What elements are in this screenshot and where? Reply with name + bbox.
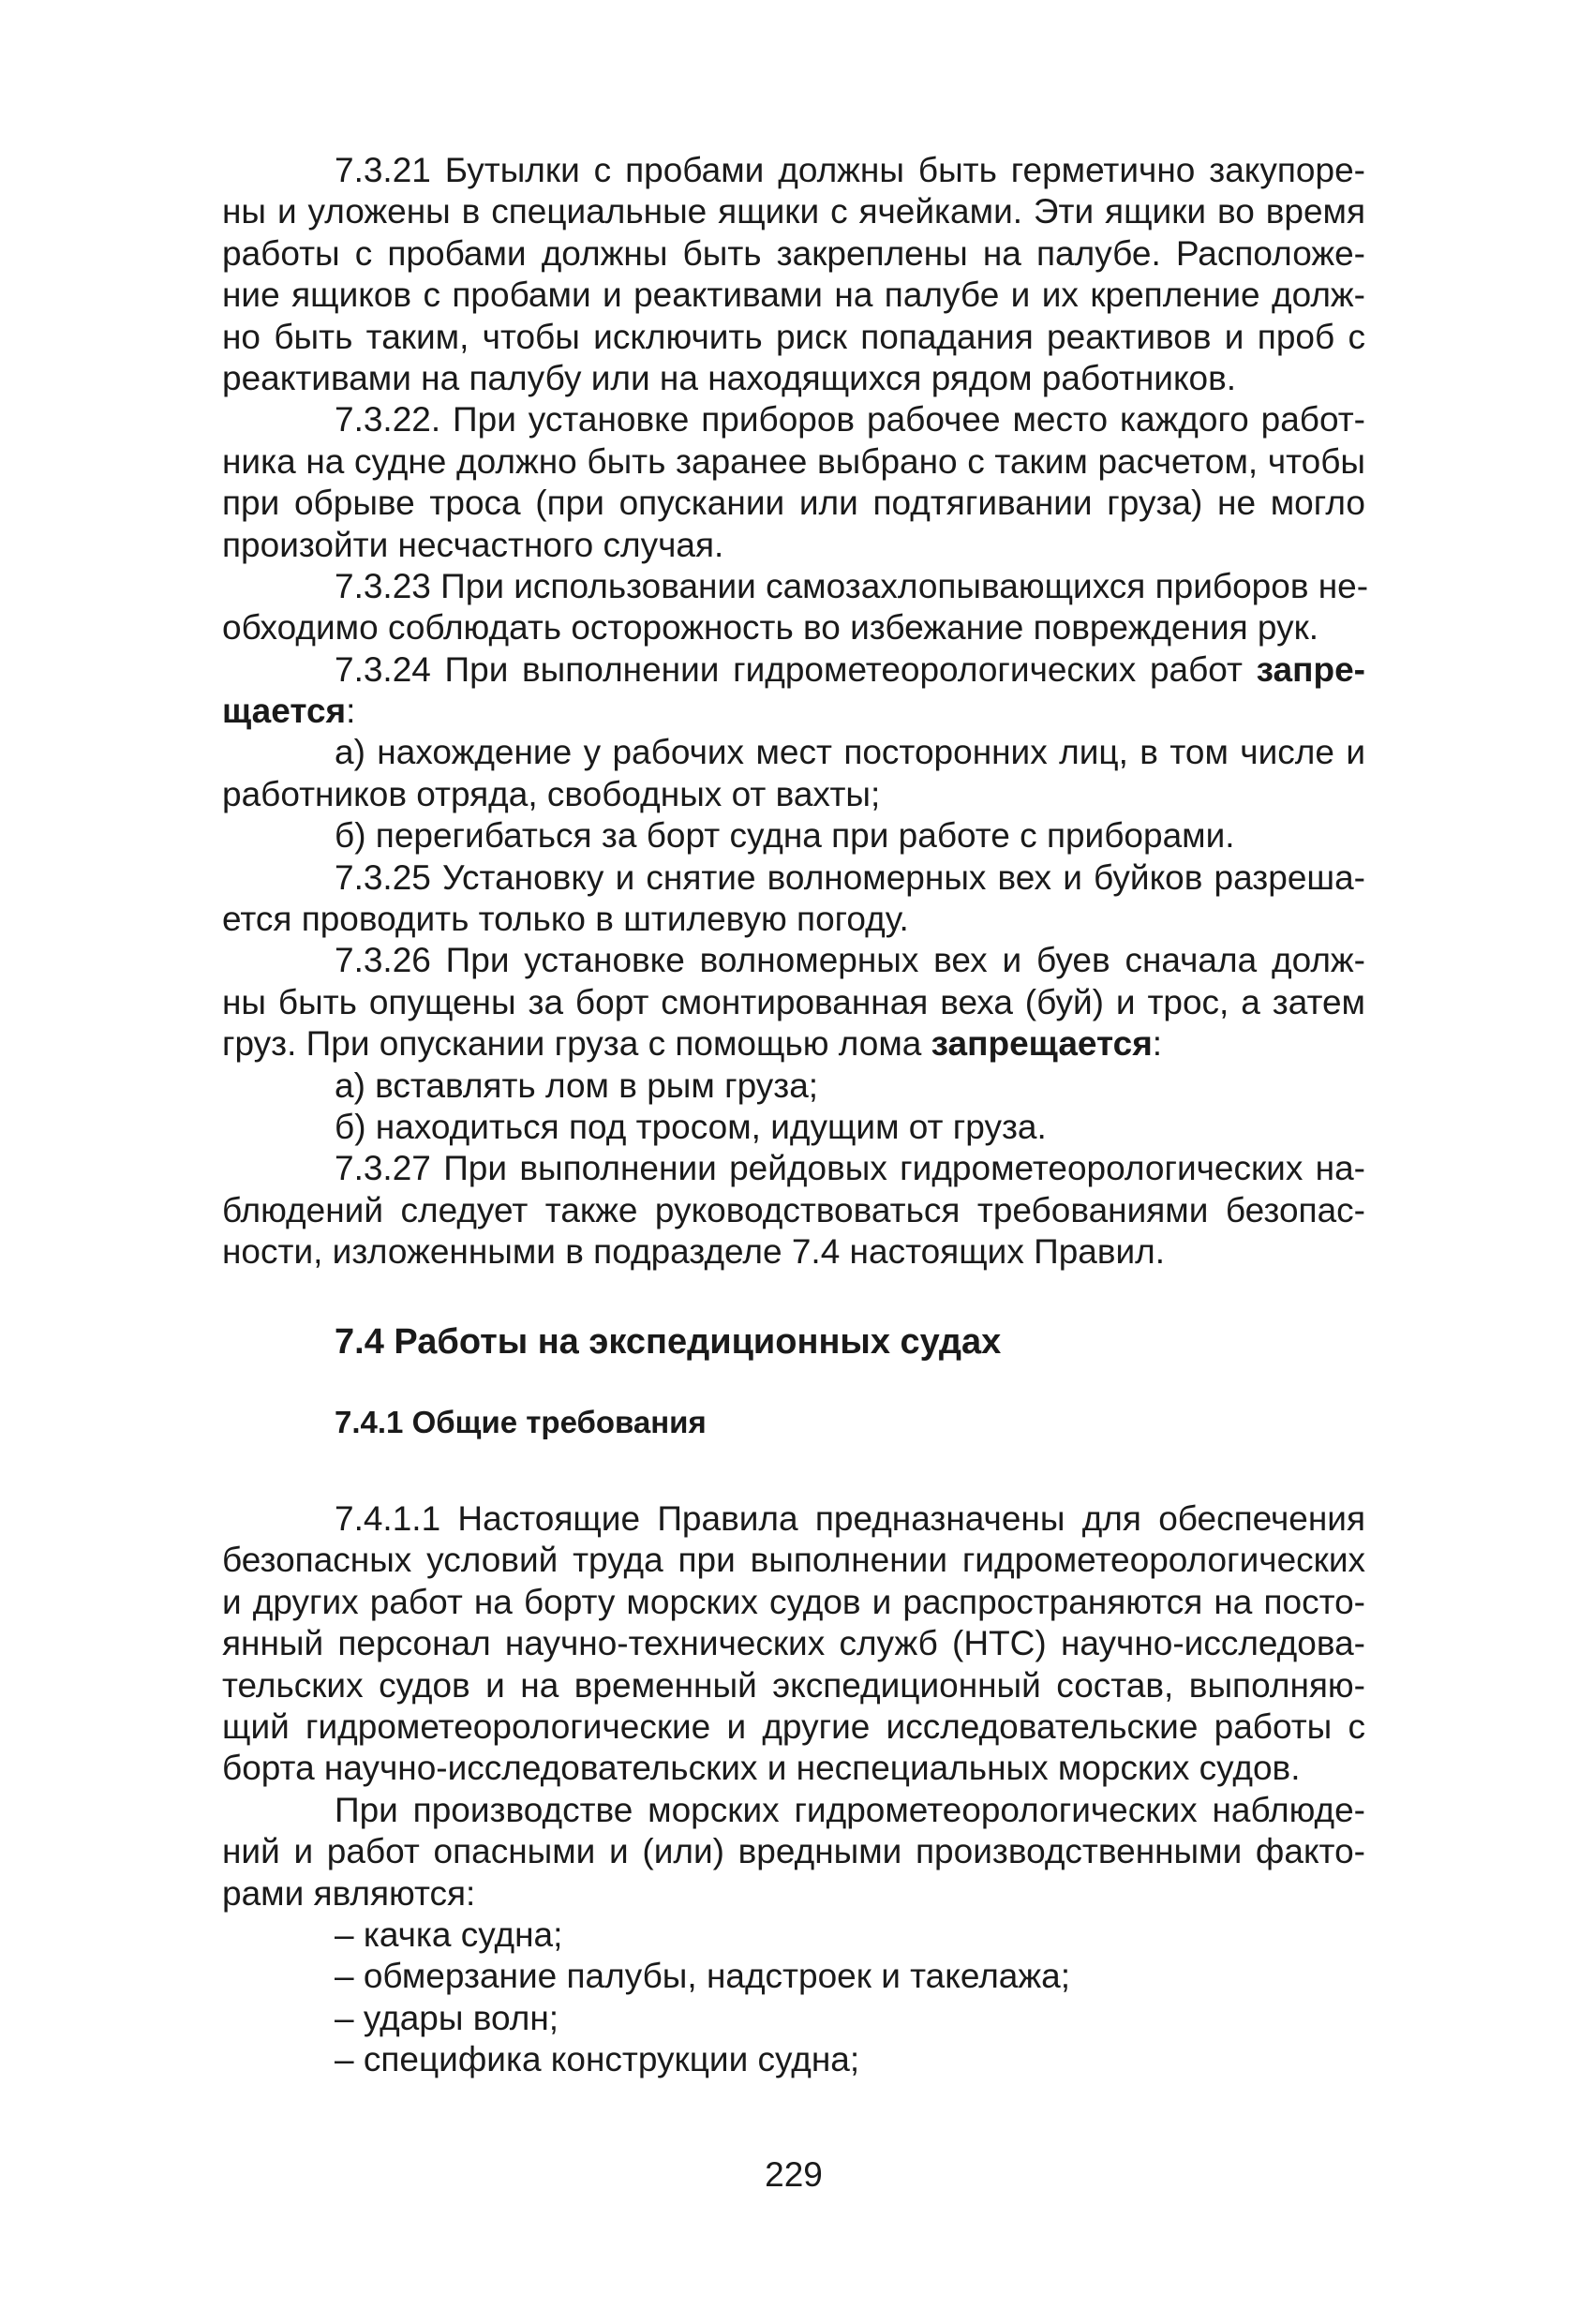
line-text: 7.4.1.1 Настоящие Правила предназначены для обеспечения: [335, 1499, 1365, 1538]
section-7-3-text: [222, 150, 1369, 1274]
line-text: и других работ на борту морских судов и распространяются на посто-: [222, 1582, 1365, 1621]
text-line: [222, 2039, 1365, 2080]
line-text: 7.3.24 При выполнении гидрометеорологических работ: [335, 649, 1257, 689]
line-text: – обмерзание палубы, надстроек и такелажа;: [335, 1957, 1070, 1996]
line-text: блюдений следует также руководствоваться требованиями безопас-: [222, 1190, 1365, 1229]
line-text: ние ящиков с пробами и реактивами на палубе и их крепление долж-: [222, 276, 1365, 315]
text-line: [222, 649, 1365, 691]
text-line: [222, 1748, 1365, 1789]
text-line: [222, 566, 1369, 607]
line-text: ны быть опущены за борт смонтированная веха (буй) и трос, а затем: [222, 982, 1365, 1021]
text-line: [222, 1148, 1365, 1189]
text-line: [222, 1107, 1365, 1148]
section-heading: 7.4 Работы на экспедиционных судах: [335, 1322, 1002, 1362]
line-text: – качка судна;: [335, 1914, 563, 1954]
text-line: [222, 1065, 1365, 1107]
text-line: [222, 815, 1365, 857]
text-line: [222, 1873, 1365, 1914]
line-text: щий гидрометеорологические и другие исследовательские работы с: [222, 1706, 1365, 1746]
text-line: [222, 732, 1365, 773]
text-line: [222, 857, 1365, 899]
line-text: б) перегибаться за борт судна при работе с приборами.: [335, 816, 1235, 856]
line-text: обходимо соблюдать осторожность во избежание повреждения рук.: [222, 608, 1319, 648]
line-text: 7.3.22. При установке приборов рабочее место каждого работ-: [335, 400, 1365, 439]
line-text: работы с пробами должны быть закреплены на палубе. Расположе-: [222, 233, 1365, 273]
bold-text: щается: [222, 692, 347, 731]
line-text: но быть таким, чтобы исключить риск попадания реактивов и проб с: [222, 317, 1365, 356]
line-text: ника на судне должно быть заранее выбрано с таким расчетом, чтобы: [222, 441, 1365, 481]
text-line: [222, 1540, 1365, 1581]
line-text: 7.3.21 Бутылки с пробами должны быть герметично закупоре-: [335, 151, 1365, 189]
bold-text: запрещается: [931, 1024, 1153, 1064]
text-line: [222, 525, 1365, 566]
text-line: [222, 1023, 1365, 1065]
line-text: б) находиться под тросом, идущим от груза.: [335, 1107, 1047, 1146]
text-line: [222, 607, 1365, 648]
text-line: [222, 940, 1365, 981]
text-line: [222, 691, 1365, 732]
line-text: 7.3.23 При использовании самозахлопывающихся приборов не-: [335, 566, 1369, 605]
bold-text: запре-: [1256, 649, 1365, 689]
text-line: [222, 191, 1365, 232]
line-text: При производстве морских гидрометеорологических наблюде-: [335, 1790, 1365, 1829]
line-text: тельских судов и на временный экспедиционный состав, выполняю-: [222, 1665, 1365, 1705]
line-text: безопасных условий труда при выполнении гидрометеорологических: [222, 1541, 1365, 1580]
line-text: работников отряда, свободных от вахты;: [222, 774, 881, 813]
text-line: [222, 1706, 1365, 1748]
line-text: 7.3.26 При установке волномерных вех и буев сначала долж-: [335, 941, 1365, 980]
line-text: а) вставлять лом в рым груза;: [335, 1065, 819, 1105]
line-text: произойти несчастного случая.: [222, 525, 724, 564]
line-text-after: :: [1152, 1024, 1163, 1064]
text-line: [222, 1498, 1365, 1540]
line-text: янный персонал научно-технических служб (НТС) научно-исследова-: [222, 1624, 1365, 1663]
subsection-heading: 7.4.1 Общие требования: [335, 1405, 707, 1439]
text-line: [222, 483, 1365, 524]
line-text: при обрыве троса (при опускании или подтягивании груза) не могло: [222, 484, 1365, 523]
text-line: [222, 399, 1365, 440]
text-line: [222, 774, 1365, 815]
line-text: рами являются:: [222, 1873, 476, 1913]
text-line: [222, 1831, 1365, 1872]
text-line: [222, 982, 1365, 1023]
text-line: [222, 441, 1365, 483]
line-text: груз. При опускании груза с помощью лома: [222, 1024, 931, 1064]
line-text: ны и уложены в специальные ящики с ячейками. Эти ящики во время: [222, 192, 1365, 231]
text-line: [222, 1582, 1365, 1623]
text-line: [222, 1914, 1365, 1956]
page-number: 229: [765, 2155, 823, 2194]
line-text: ний и работ опасными и (или) вредными производственными факто-: [222, 1832, 1365, 1871]
text-line: [222, 1790, 1365, 1831]
text-line: [222, 275, 1365, 316]
text-line: [222, 1998, 1365, 2039]
text-line: [222, 317, 1365, 358]
line-text-after: :: [346, 692, 356, 731]
line-text: ется проводить только в штилевую погоду.: [222, 900, 909, 939]
line-text: борта научно-исследовательских и неспециальных морских судов.: [222, 1749, 1301, 1788]
line-text: реактивами на палубу или на находящихся рядом работников.: [222, 358, 1237, 397]
line-text: 7.3.25 Установку и снятие волномерных вех и буйков разреша-: [335, 857, 1365, 897]
line-text: – удары волн;: [335, 1998, 559, 2037]
text-line: [222, 150, 1365, 191]
text-line: [222, 1231, 1365, 1273]
line-text: а) нахождение у рабочих мест посторонних лиц, в том числе и: [335, 733, 1365, 772]
text-line: [222, 233, 1365, 275]
text-line: [222, 1665, 1365, 1706]
line-text: ности, изложенными в подразделе 7.4 настоящих Правил.: [222, 1232, 1166, 1272]
line-text: 7.3.27 При выполнении рейдовых гидрометеорологических на-: [335, 1149, 1365, 1188]
text-line: [222, 358, 1365, 399]
text-line: [222, 1623, 1365, 1664]
line-text: – специфика конструкции судна;: [335, 2040, 860, 2079]
text-line: [222, 1190, 1365, 1231]
section-7-4-1-text: [222, 1498, 1365, 2080]
text-line: [222, 1956, 1365, 1997]
text-line: [222, 899, 1365, 940]
